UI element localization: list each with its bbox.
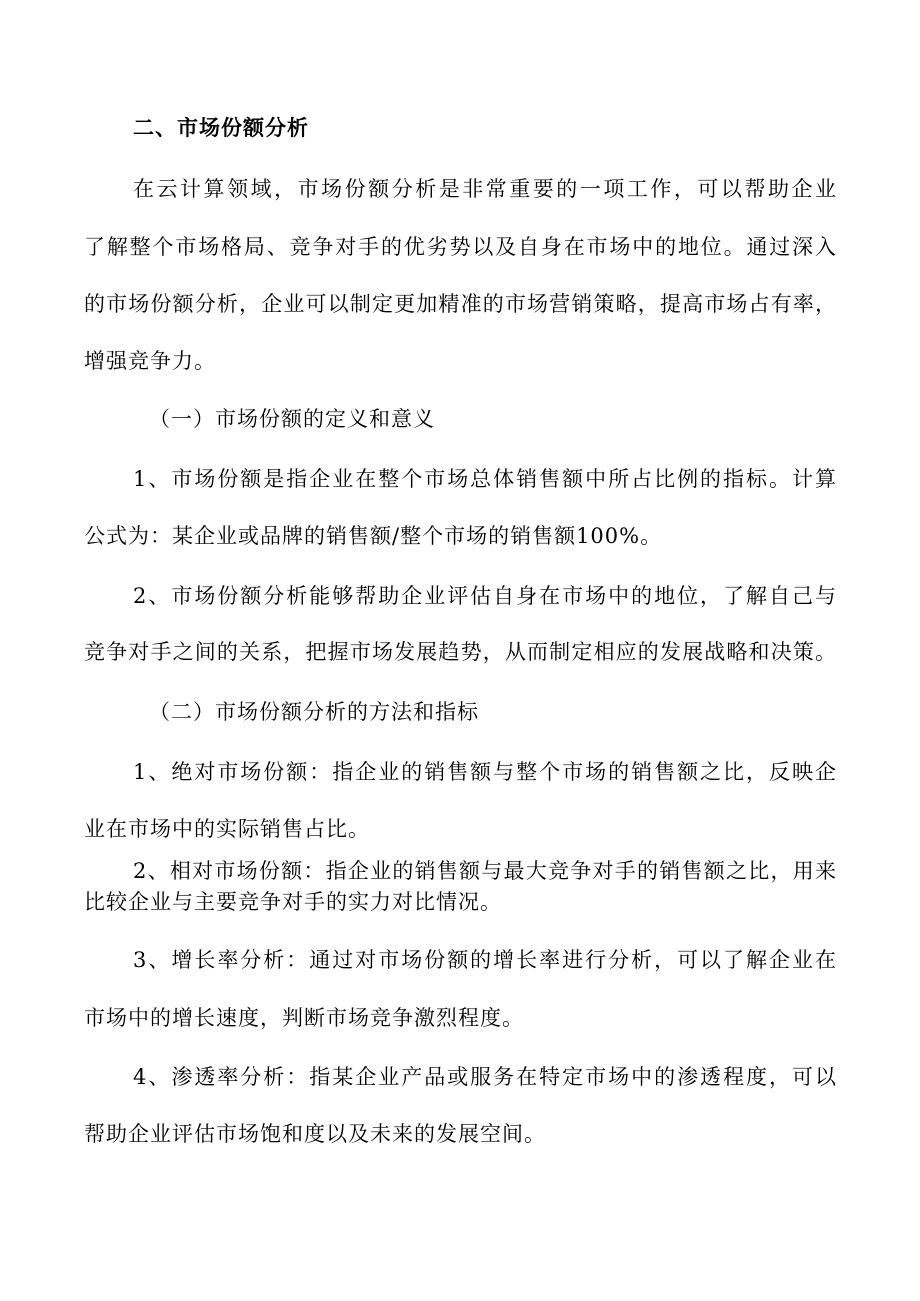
item-2-2-line-1: 2、相对市场份额：指企业的销售额与最大竞争对手的销售额之比，用来 [133,859,837,883]
item-2-4-line-1: 4、渗透率分析：指某企业产品或服务在特定市场中的渗透程度，可以 [133,1065,837,1089]
intro-line-2: 了解整个市场格局、竞争对手的优劣势以及自身在市场中的地位。通过深入 [84,235,837,259]
subsection-title-1: （一）市场份额的定义和意义 [149,407,435,431]
item-2-2-line-2: 比较企业与主要竞争对手的实力对比情况。 [84,890,502,914]
item-2-4-line-2: 帮助企业评估市场饱和度以及未来的发展空间。 [84,1122,546,1146]
item-2-3-line-2: 市场中的增长速度，判断市场竞争激烈程度。 [84,1006,524,1030]
item-2-3-line-1: 3、增长率分析：通过对市场份额的增长率进行分析，可以了解企业在 [133,948,837,972]
item-1-2-line-2: 竞争对手之间的关系，把握市场发展趋势，从而制定相应的发展战略和决策。 [84,640,837,664]
item-2-1-line-2: 业在市场中的实际销售占比。 [84,817,370,841]
item-1-1-line-1: 1、市场份额是指企业在整个市场总体销售额中所占比例的指标。计算 [133,467,837,491]
subsection-title-2: （二）市场份额分析的方法和指标 [149,700,479,724]
section-heading: 二、市场份额分析 [133,115,309,140]
item-2-1-line-1: 1、绝对市场份额：指企业的销售额与整个市场的销售额之比，反映企 [133,760,837,784]
item-1-1-line-2: 公式为：某企业或品牌的销售额/整个市场的销售额100%。 [84,524,663,548]
intro-line-1: 在云计算领域，市场份额分析是非常重要的一项工作，可以帮助企业 [133,177,837,201]
item-1-2-line-1: 2、市场份额分析能够帮助企业评估自身在市场中的地位，了解自己与 [133,584,837,608]
intro-line-4: 增强竞争力。 [84,349,216,373]
intro-line-3: 的市场份额分析，企业可以制定更加精准的市场营销策略，提高市场占有率， [84,292,837,316]
